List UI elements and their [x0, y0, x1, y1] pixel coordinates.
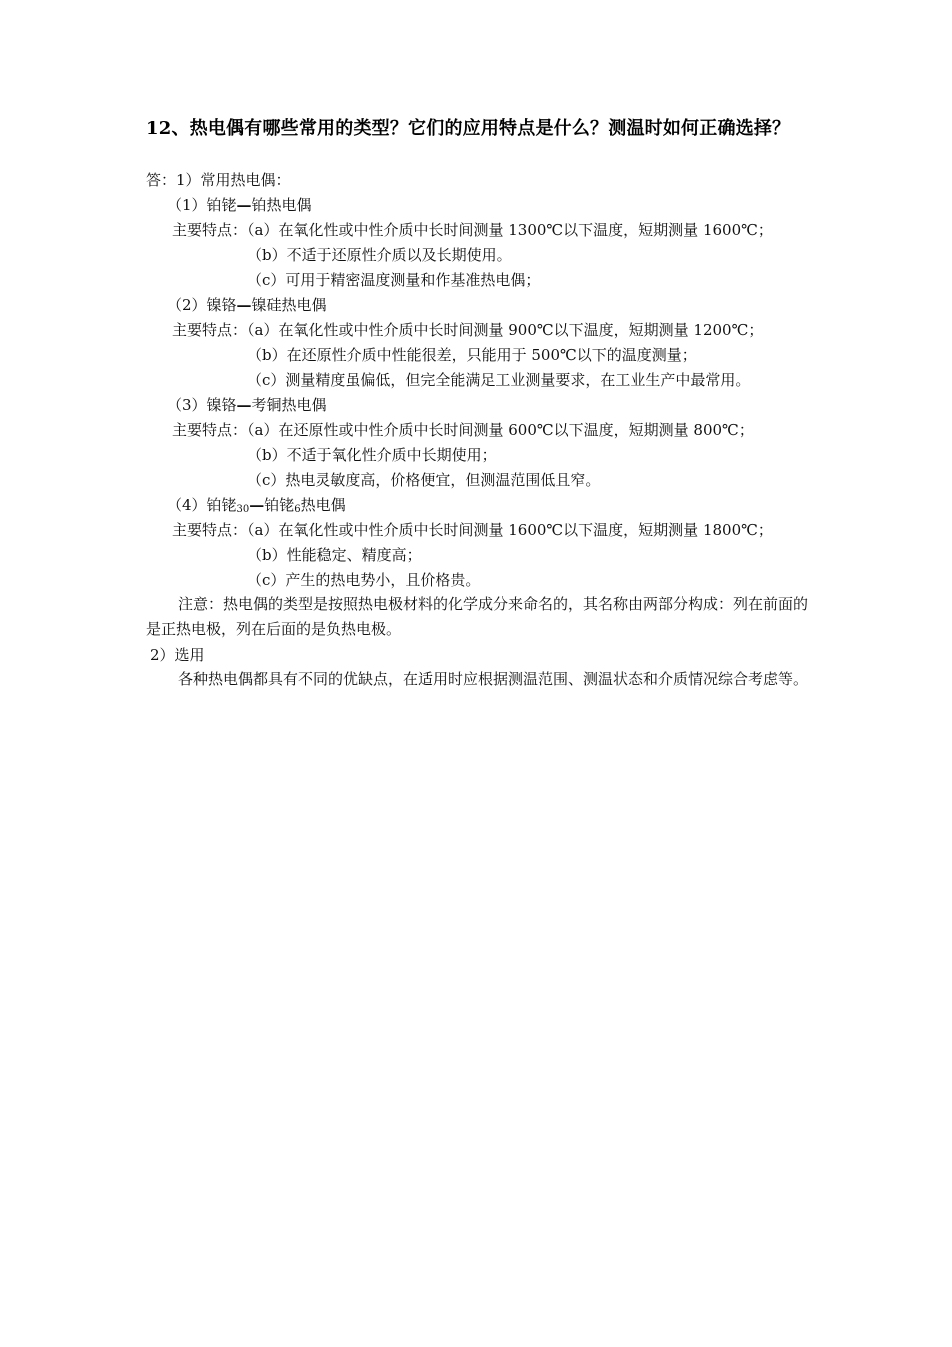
type-4-feature-a-text: （a）在氧化性或中性介质中长时间测量 1600℃以下温度，短期测量 1800℃； — [247, 521, 773, 539]
answer-intro: 答：1）常用热电偶： — [146, 171, 291, 189]
type-1-feature-c: （c）可用于精密温度测量和作基准热电偶； — [247, 271, 541, 289]
selection-heading: 2）选用 — [150, 646, 205, 664]
type-3-feature-a — [172, 420, 754, 440]
question-title: 12、热电偶有哪些常用的类型？它们的应用特点是什么？测温时如何正确选择？ — [146, 118, 791, 139]
type-4-heading-sub-30: 30 — [236, 504, 250, 515]
type-4-lead: 主要特点： — [172, 521, 248, 539]
type-2-feature-a-text: （a）在氧化性或中性介质中长时间测量 900℃以下温度，短期测量 1200℃； — [247, 321, 764, 339]
type-3-feature-b: （b）不适于氧化性介质中长期使用； — [247, 446, 497, 464]
type-4-feature-a — [172, 520, 773, 540]
type-3-heading-dash: — — [236, 396, 252, 414]
type-2-feature-a — [172, 320, 763, 340]
type-4-heading — [167, 495, 346, 515]
type-3-heading — [167, 395, 327, 415]
type-1-heading-suffix: 铂热电偶 — [251, 196, 312, 214]
type-1-feature-a-text: （a）在氧化性或中性介质中长时间测量 1300℃以下温度，短期测量 1600℃； — [247, 221, 773, 239]
note-paragraph: 注意：热电偶的类型是按照热电极材料的化学成分来命名的，其名称由两部分构成：列在前面的是正热电极，列在后面的是负热电极。 — [146, 595, 809, 638]
type-4-feature-b: （b）性能稳定、精度高； — [247, 546, 422, 564]
type-3-heading-prefix: （3）镍铬 — [167, 396, 237, 414]
type-1-heading-prefix: （1）铂铑 — [167, 196, 237, 214]
type-1-heading-dash: — — [236, 196, 252, 214]
type-1-lead: 主要特点： — [172, 221, 248, 239]
type-4-heading-dash: — — [249, 496, 265, 514]
type-2-lead: 主要特点： — [172, 321, 248, 339]
type-4-heading-prefix: （4）铂铑 — [167, 496, 237, 514]
type-2-heading-dash: — — [236, 296, 252, 314]
type-2-heading-prefix: （2）镍铬 — [167, 296, 237, 314]
type-2-feature-b: （b）在还原性介质中性能很差，只能用于 500℃以下的温度测量； — [247, 346, 697, 364]
type-3-feature-a-text: （a）在还原性或中性介质中长时间测量 600℃以下温度，短期测量 800℃； — [247, 421, 754, 439]
type-1-feature-a — [172, 220, 773, 240]
type-4-heading-mid: 铂铑 — [264, 496, 295, 514]
type-2-feature-c: （c）测量精度虽偏低，但完全能满足工业测量要求，在工业生产中最常用。 — [247, 371, 751, 389]
type-4-feature-c: （c）产生的热电势小，且价格贵。 — [247, 571, 481, 589]
type-4-heading-suffix: 热电偶 — [300, 496, 346, 514]
type-3-heading-suffix: 考铜热电偶 — [251, 396, 327, 414]
selection-paragraph: 各种热电偶都具有不同的优缺点，在适用时应根据测温范围、测温状态和介质情况综合考虑等。 — [178, 670, 809, 688]
type-3-feature-c: （c）热电灵敏度高，价格便宜，但测温范围低且窄。 — [247, 471, 601, 489]
type-1-feature-b: （b）不适于还原性介质以及长期使用。 — [247, 246, 512, 264]
type-2-heading — [167, 295, 327, 315]
type-3-lead: 主要特点： — [172, 421, 248, 439]
type-2-heading-suffix: 镍硅热电偶 — [251, 296, 327, 314]
type-4-heading-sub-6: 6 — [294, 504, 301, 515]
type-1-heading — [167, 195, 312, 215]
